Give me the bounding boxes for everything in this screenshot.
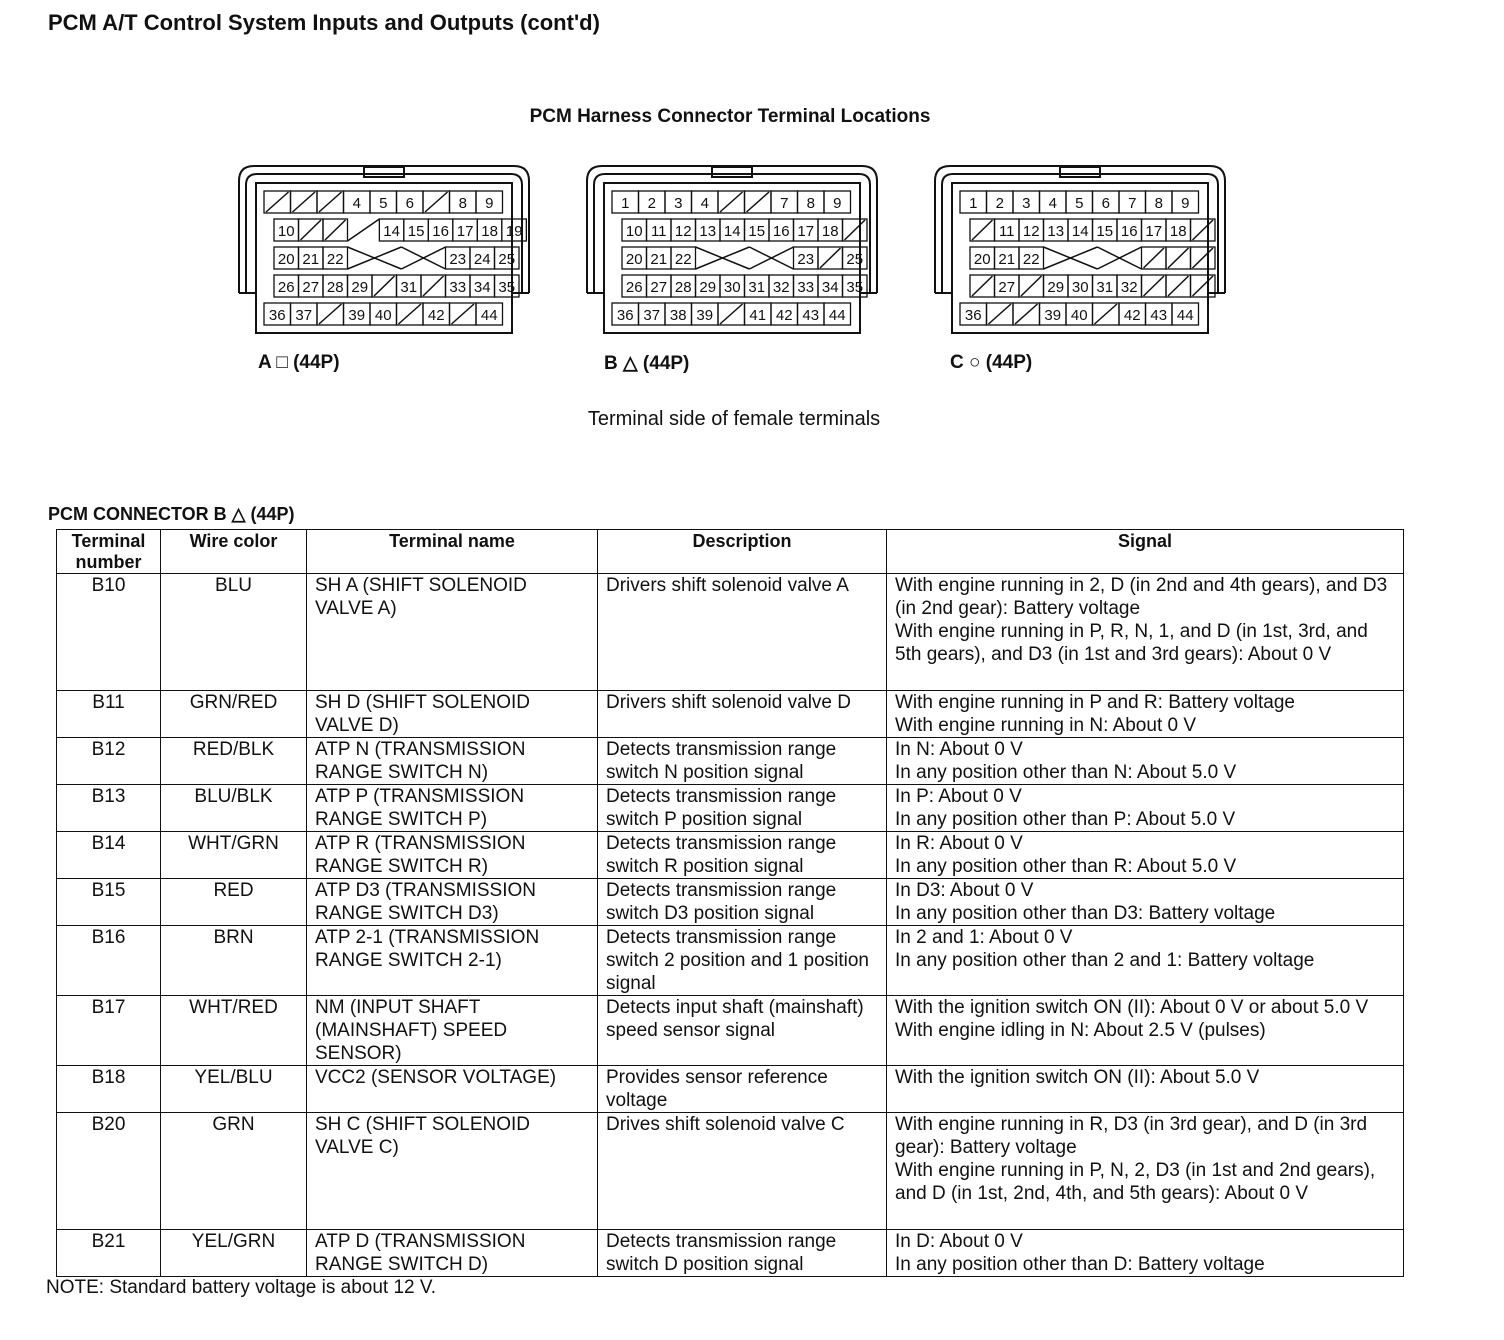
- terminal-number: 36: [964, 307, 982, 324]
- terminal-number: 7: [1128, 195, 1137, 212]
- empty-terminal-mark: [1193, 220, 1214, 240]
- empty-terminal-mark: [452, 304, 475, 324]
- description-cell: Provides sensor reference voltage: [598, 1066, 887, 1113]
- terminal-number: 1: [969, 195, 978, 212]
- terminal-number: 9: [833, 195, 842, 212]
- empty-terminal-mark: [293, 192, 316, 212]
- terminal-number: 29: [1047, 279, 1065, 296]
- signal-line: With the ignition switch ON (II): About 5.0 V: [895, 1067, 1260, 1088]
- terminal-number: 32: [772, 279, 790, 296]
- terminal-number: 21: [650, 251, 668, 268]
- terminal-number: 11: [998, 223, 1015, 240]
- terminal-number: 19: [505, 223, 523, 240]
- description-cell: Detects transmission range switch D position signal: [598, 1230, 887, 1277]
- empty-terminal-mark: [1144, 276, 1165, 296]
- terminal-number: 32: [1120, 279, 1138, 296]
- empty-terminal-mark: [1095, 304, 1118, 324]
- signal-line: With engine running in R, D3 (in 3rd gear), and D (in 3rd gear): Battery voltage: [895, 1114, 1368, 1158]
- terminal-number: 13: [1047, 223, 1065, 240]
- signal-line: With engine idling in N: About 2.5 V (pulses): [895, 1020, 1266, 1041]
- terminal-number: 6: [1101, 195, 1110, 212]
- wire-color-cell: BRN: [161, 926, 307, 996]
- terminal-number: 21: [302, 251, 320, 268]
- terminal-number: 29: [699, 279, 717, 296]
- signal-cell: [887, 785, 1404, 832]
- description-cell: Detects transmission range switch N position signal: [598, 738, 887, 785]
- terminal-number: 16: [1120, 223, 1138, 240]
- terminal-number: 16: [432, 223, 449, 240]
- terminal-number: 26: [625, 279, 643, 296]
- terminal-number: 44: [1176, 307, 1194, 324]
- terminal-number: 8: [806, 195, 815, 212]
- signal-line: In D3: About 0 V: [895, 880, 1034, 901]
- terminal-name-cell: SH D (SHIFT SOLENOID VALVE D): [307, 691, 598, 738]
- description-cell: Drivers shift solenoid valve D: [598, 691, 887, 738]
- terminal-number: 31: [1096, 279, 1114, 296]
- terminal-number: 35: [846, 279, 864, 296]
- signal-cell: [887, 879, 1404, 926]
- empty-terminal-mark: [319, 192, 342, 212]
- empty-terminal-mark: [1015, 304, 1038, 324]
- terminal-number: 33: [797, 279, 815, 296]
- table-header-row: [57, 530, 1404, 574]
- table-row: [57, 691, 1404, 738]
- empty-terminal-mark: [301, 220, 322, 240]
- description-cell: Detects input shaft (mainshaft) speed sensor signal: [598, 996, 887, 1066]
- signal-line: In any position other than P: About 5.0 V: [895, 809, 1236, 830]
- terminal-number: 17: [456, 223, 474, 240]
- signal-cell: [887, 832, 1404, 879]
- table-row: [57, 574, 1404, 691]
- description-cell: Drives shift solenoid valve C: [598, 1113, 887, 1230]
- empty-terminal-mark: [1144, 248, 1165, 268]
- terminal-number-cell: B17: [57, 996, 161, 1066]
- empty-terminal-mark: [423, 276, 444, 296]
- terminal-number-cell: B20: [57, 1113, 161, 1230]
- terminal-number: 33: [449, 279, 467, 296]
- terminal-number: 25: [498, 251, 516, 268]
- terminal-number: 8: [458, 195, 467, 212]
- signal-line: In any position other than D3: Battery voltage: [895, 903, 1276, 924]
- terminal-number: 29: [351, 279, 369, 296]
- terminal-number: 40: [374, 307, 392, 324]
- signal-cell: [887, 1113, 1404, 1230]
- terminal-number: 44: [480, 307, 498, 324]
- terminal-number: 9: [485, 195, 494, 212]
- terminal-number: 36: [616, 307, 634, 324]
- terminal-number: 11: [650, 223, 667, 240]
- signal-line: In D: About 0 V: [895, 1231, 1023, 1252]
- terminal-number-cell: B14: [57, 832, 161, 879]
- terminal-number: 14: [383, 223, 400, 240]
- empty-terminal-mark: [1168, 276, 1189, 296]
- table-row: [57, 996, 1404, 1066]
- terminal-number: 31: [400, 279, 418, 296]
- terminal-number: 27: [998, 279, 1016, 296]
- connector-cross: [348, 247, 402, 269]
- signal-cell: [887, 1066, 1404, 1113]
- signal-cell: [887, 574, 1404, 691]
- signal-line: With the ignition switch ON (II): About 0 V or about 5.0 V: [895, 997, 1369, 1018]
- empty-terminal-mark: [747, 192, 770, 212]
- terminal-number: 22: [674, 251, 692, 268]
- empty-terminal-mark: [720, 304, 743, 324]
- description-cell: Detects transmission range switch P position signal: [598, 785, 887, 832]
- terminal-number: 44: [828, 307, 846, 324]
- empty-terminal-mark: [319, 304, 342, 324]
- terminal-number: 23: [797, 251, 815, 268]
- terminal-number: 1: [621, 195, 630, 212]
- terminal-number: 15: [407, 223, 425, 240]
- terminal-number: 39: [348, 307, 366, 324]
- terminal-number-cell: B10: [57, 574, 161, 691]
- terminal-number: 36: [268, 307, 286, 324]
- terminal-number-cell: B18: [57, 1066, 161, 1113]
- terminal-number: 20: [625, 251, 643, 268]
- diagram-title: PCM Harness Connector Terminal Locations: [529, 106, 931, 127]
- description-cell: Detects transmission range switch R position signal: [598, 832, 887, 879]
- empty-terminal-mark: [374, 276, 395, 296]
- terminal-number: 27: [302, 279, 320, 296]
- terminal-number: 43: [1150, 307, 1168, 324]
- signal-cell: [887, 1230, 1404, 1277]
- terminal-number: 12: [674, 223, 692, 240]
- terminal-number: 18: [1169, 223, 1187, 240]
- terminal-name-cell: ATP P (TRANSMISSION RANGE SWITCH P): [307, 785, 598, 832]
- terminal-number: 17: [1145, 223, 1163, 240]
- signal-line: In any position other than 2 and 1: Battery voltage: [895, 950, 1315, 971]
- terminal-number: 15: [1096, 223, 1114, 240]
- terminal-number: 28: [674, 279, 692, 296]
- terminal-number: 18: [821, 223, 839, 240]
- connector-cross: [348, 219, 380, 241]
- empty-terminal-mark: [1193, 248, 1214, 268]
- signal-line: With engine running in 2, D (in 2nd and 4th gears), and D3 (in 2nd gear): Battery voltage: [895, 575, 1388, 619]
- terminal-number: 7: [780, 195, 789, 212]
- signal-line: With engine running in P and R: Battery voltage: [895, 692, 1295, 713]
- description-cell: Detects transmission range switch D3 position signal: [598, 879, 887, 926]
- terminal-number: 43: [802, 307, 820, 324]
- terminal-name-cell: ATP R (TRANSMISSION RANGE SWITCH R): [307, 832, 598, 879]
- terminal-number: 22: [326, 251, 344, 268]
- terminal-number: 15: [748, 223, 766, 240]
- empty-terminal-mark: [989, 304, 1012, 324]
- header-signal: Signal: [887, 530, 1404, 574]
- terminal-number: 34: [821, 279, 839, 296]
- empty-terminal-mark: [266, 192, 289, 212]
- signal-line: In P: About 0 V: [895, 786, 1022, 807]
- terminal-table: [56, 529, 1404, 1277]
- terminal-number: 12: [1022, 223, 1040, 240]
- terminal-number: 17: [797, 223, 815, 240]
- terminal-number-cell: B21: [57, 1230, 161, 1277]
- connector-cross: [696, 247, 750, 269]
- wire-color-cell: RED/BLK: [161, 738, 307, 785]
- signal-line: With engine running in N: About 0 V: [895, 715, 1197, 736]
- terminal-number: 27: [650, 279, 668, 296]
- terminal-name-cell: ATP D3 (TRANSMISSION RANGE SWITCH D3): [307, 879, 598, 926]
- terminal-number: 3: [1022, 195, 1031, 212]
- table-row: [57, 738, 1404, 785]
- terminal-name-cell: SH A (SHIFT SOLENOID VALVE A): [307, 574, 598, 691]
- header-terminal-name: Terminal name: [307, 530, 598, 574]
- terminal-number: 4: [352, 195, 361, 212]
- terminal-number: 40: [1070, 307, 1088, 324]
- header-wire-color: Wire color: [161, 530, 307, 574]
- terminal-number-cell: B11: [57, 691, 161, 738]
- empty-terminal-mark: [425, 192, 448, 212]
- terminal-number: 38: [669, 307, 687, 324]
- wire-color-cell: BLU: [161, 574, 307, 691]
- signal-cell: [887, 691, 1404, 738]
- table-row: [57, 832, 1404, 879]
- terminal-name-cell: SH C (SHIFT SOLENOID VALVE C): [307, 1113, 598, 1230]
- terminal-number: 39: [696, 307, 714, 324]
- empty-terminal-mark: [399, 304, 422, 324]
- terminal-number-cell: B15: [57, 879, 161, 926]
- signal-cell: [887, 926, 1404, 996]
- terminal-number: 42: [1123, 307, 1141, 324]
- terminal-number: 25: [846, 251, 864, 268]
- signal-cell: [887, 738, 1404, 785]
- wire-color-cell: GRN/RED: [161, 691, 307, 738]
- table-row: [57, 926, 1404, 996]
- terminal-number: 10: [277, 223, 295, 240]
- terminal-name-cell: ATP D (TRANSMISSION RANGE SWITCH D): [307, 1230, 598, 1277]
- signal-line: In R: About 0 V: [895, 833, 1023, 854]
- terminal-number: 4: [700, 195, 709, 212]
- empty-terminal-mark: [972, 276, 993, 296]
- terminal-number: 26: [277, 279, 295, 296]
- empty-terminal-mark: [325, 220, 346, 240]
- terminal-number: 4: [1048, 195, 1057, 212]
- terminal-name-cell: VCC2 (SENSOR VOLTAGE): [307, 1066, 598, 1113]
- signal-line: In N: About 0 V: [895, 739, 1023, 760]
- terminal-number: 20: [973, 251, 991, 268]
- table-row: [57, 1113, 1404, 1230]
- table-title: PCM CONNECTOR B △ (44P): [48, 504, 295, 524]
- empty-terminal-mark: [972, 220, 993, 240]
- empty-terminal-mark: [1168, 248, 1189, 268]
- header-description: Description: [598, 530, 887, 574]
- table-row: [57, 785, 1404, 832]
- terminal-number: 8: [1154, 195, 1163, 212]
- signal-line: In any position other than D: Battery voltage: [895, 1254, 1265, 1275]
- empty-terminal-mark: [720, 192, 743, 212]
- wire-color-cell: WHT/RED: [161, 996, 307, 1066]
- terminal-number: 22: [1022, 251, 1040, 268]
- note: NOTE: Standard battery voltage is about 12 V.: [46, 1277, 437, 1298]
- terminal-number: 31: [748, 279, 766, 296]
- terminal-number: 14: [723, 223, 741, 240]
- table-row: [57, 1066, 1404, 1113]
- terminal-number: 6: [405, 195, 414, 212]
- terminal-number: 2: [647, 195, 656, 212]
- terminal-number: 13: [699, 223, 717, 240]
- terminal-number: 2: [995, 195, 1004, 212]
- connector-b-diagram: [584, 163, 880, 335]
- terminal-number: 21: [998, 251, 1016, 268]
- header-terminal-number: Terminal number: [57, 530, 161, 574]
- terminal-number: 42: [427, 307, 445, 324]
- terminal-number: 30: [723, 279, 741, 296]
- connector-b-label: B △ (44P): [604, 353, 690, 374]
- connector-cross: [1097, 247, 1141, 269]
- connector-c-label: C ○ (44P): [950, 352, 1033, 373]
- empty-terminal-mark: [820, 248, 841, 268]
- signal-line: With engine running in P, R, N, 1, and D (in 1st, 3rd, and 5th gears), and D3 (in 1st and 3rd gears): About 0 V: [895, 621, 1368, 665]
- wire-color-cell: RED: [161, 879, 307, 926]
- connector-cross: [401, 247, 445, 269]
- empty-terminal-mark: [1021, 276, 1042, 296]
- terminal-number: 9: [1181, 195, 1190, 212]
- connector-c-diagram: [932, 163, 1228, 335]
- terminal-number: 3: [674, 195, 683, 212]
- terminal-number: 37: [295, 307, 313, 324]
- terminal-number: 41: [749, 307, 767, 324]
- signal-line: In any position other than N: About 5.0 V: [895, 762, 1237, 783]
- terminal-name-cell: ATP 2-1 (TRANSMISSION RANGE SWITCH 2-1): [307, 926, 598, 996]
- terminal-caption: Terminal side of female terminals: [587, 408, 881, 430]
- terminal-number: 35: [498, 279, 516, 296]
- description-cell: Drivers shift solenoid valve A: [598, 574, 887, 691]
- terminal-number: 37: [643, 307, 661, 324]
- page-title: PCM A/T Control System Inputs and Outputs (cont'd): [48, 10, 600, 35]
- terminal-number: 42: [775, 307, 793, 324]
- terminal-number: 23: [449, 251, 467, 268]
- terminal-number: 18: [481, 223, 498, 240]
- connector-cross: [1044, 247, 1098, 269]
- description-cell: Detects transmission range switch 2 position and 1 position signal: [598, 926, 887, 996]
- terminal-number: 16: [772, 223, 790, 240]
- terminal-name-cell: NM (INPUT SHAFT (MAINSHAFT) SPEED SENSOR): [307, 996, 598, 1066]
- terminal-number: 34: [473, 279, 491, 296]
- terminal-number: 30: [1071, 279, 1089, 296]
- signal-line: In 2 and 1: About 0 V: [895, 927, 1073, 948]
- terminal-number-cell: B16: [57, 926, 161, 996]
- connector-cross: [749, 247, 793, 269]
- signal-line: In any position other than R: About 5.0 V: [895, 856, 1237, 877]
- terminal-number: 39: [1044, 307, 1062, 324]
- wire-color-cell: GRN: [161, 1113, 307, 1230]
- terminal-number: 28: [326, 279, 344, 296]
- terminal-number-cell: B12: [57, 738, 161, 785]
- wire-color-cell: YEL/GRN: [161, 1230, 307, 1277]
- terminal-number-cell: B13: [57, 785, 161, 832]
- table-row: [57, 879, 1404, 926]
- wire-color-cell: WHT/GRN: [161, 832, 307, 879]
- terminal-number: 14: [1071, 223, 1089, 240]
- terminal-name-cell: ATP N (TRANSMISSION RANGE SWITCH N): [307, 738, 598, 785]
- terminal-number: 5: [379, 195, 388, 212]
- signal-line: With engine running in P, N, 2, D3 (in 1st and 2nd gears), and D (in 1st, 2nd, 4th, and 5th gears): About 0 V: [895, 1160, 1376, 1204]
- wire-color-cell: YEL/BLU: [161, 1066, 307, 1113]
- signal-cell: [887, 996, 1404, 1066]
- terminal-number: 24: [473, 251, 491, 268]
- terminal-number: 20: [277, 251, 295, 268]
- wire-color-cell: BLU/BLK: [161, 785, 307, 832]
- table-row: [57, 1230, 1404, 1277]
- connector-a-label: A □ (44P): [258, 352, 340, 373]
- terminal-number: 5: [1075, 195, 1084, 212]
- connector-a-diagram: [236, 163, 532, 335]
- empty-terminal-mark: [845, 220, 866, 240]
- terminal-number: 10: [625, 223, 643, 240]
